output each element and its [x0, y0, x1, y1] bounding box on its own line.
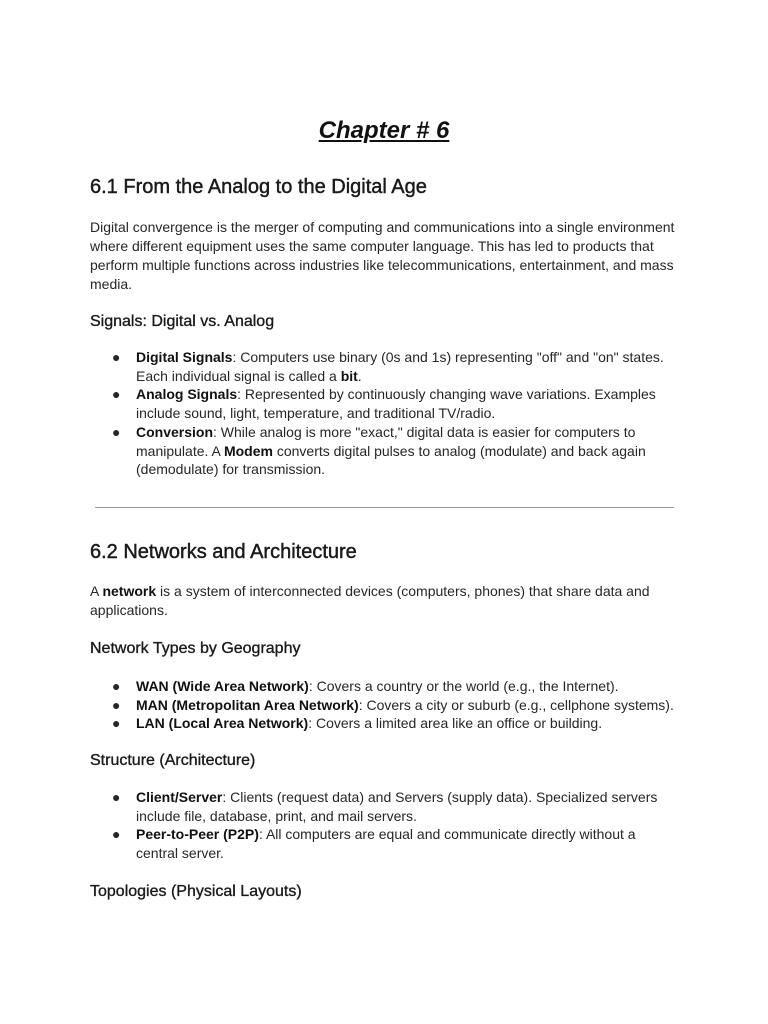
term: Analog Signals: [136, 386, 238, 403]
section-heading-6-2: 6.2 Networks and Architecture: [90, 541, 357, 563]
bullet-icon: ●: [112, 789, 121, 805]
bullet-icon: ●: [112, 423, 121, 440]
item-text: : All computers are equal and communicate directly without a central server.: [136, 826, 636, 862]
structure-subheading: Structure (Architecture): [90, 752, 256, 769]
item-text: : Covers a country or the world (e.g., the Internet).: [308, 678, 619, 694]
item-text: : Clients (request data) and Servers (supply data). Specialized servers include file, database, print, and mail servers.: [136, 789, 658, 824]
item-text: : While analog is more "exact," digital data is easier for computers to manipulate. A: [136, 423, 636, 459]
section-6-2: [90, 539, 680, 565]
term: network: [102, 583, 157, 599]
para-prefix: A: [90, 583, 103, 599]
network-types-list-wrap: [90, 677, 680, 733]
para-rest: is a system of interconnected devices (computers, phones) that share data and applications.: [90, 583, 650, 618]
item-text: .: [357, 367, 362, 384]
term: LAN (Local Area Network): [136, 715, 309, 732]
list-item: [90, 825, 680, 862]
topologies-subheading: Topologies (Physical Layouts): [90, 883, 302, 900]
term: bit: [340, 367, 358, 384]
chapter-title: Chapter # 6: [318, 117, 450, 144]
item-text: : Covers a limited area like an office or building.: [308, 715, 603, 732]
list-item: [90, 423, 680, 479]
item-text: : Computers use binary (0s and 1s) representing "off" and "on" states. Each individual signal is called a: [136, 349, 664, 384]
network-paragraph: [90, 582, 680, 620]
item-text: : Covers a city or suburb (e.g., cellphone systems).: [358, 696, 674, 713]
list-item: [90, 714, 680, 733]
item-text: : Represented by continuously changing wave variations. Examples include sound, light, temperature, and traditional TV/radio.: [136, 386, 656, 422]
structure-list: [90, 788, 680, 863]
signals-list-wrap: [90, 348, 680, 479]
item-text: converts digital pulses to analog (modulate) and back again (demodulate) for transmission.: [136, 442, 646, 478]
section-6-2-intro: [90, 582, 680, 620]
term: Client/Server: [136, 789, 223, 805]
bullet-icon: ●: [112, 349, 121, 365]
signals-list: [90, 348, 680, 479]
topologies-subsection: [90, 881, 680, 903]
network-types-list: [90, 677, 680, 733]
structure-list-wrap: [90, 788, 680, 863]
convergence-paragraph: Digital convergence is the merger of computing and communications into a single environment where different equipment uses the same computer language. This has led to products that perform multiple functions across industries like telecommunications, entertainment, and mass media.: [90, 219, 675, 292]
bullet-icon: ●: [112, 386, 121, 403]
list-item: [90, 696, 680, 715]
network-types-subsection: [90, 638, 680, 660]
bullet-icon: ●: [112, 715, 121, 732]
section-heading-6-1: 6.1 From the Analog to the Digital Age: [90, 176, 427, 198]
bullet-icon: ●: [112, 696, 121, 713]
list-item: [90, 677, 680, 696]
network-types-subheading: Network Types by Geography: [90, 640, 301, 657]
term: Digital Signals: [136, 349, 233, 365]
bullet-icon: ●: [112, 826, 121, 843]
signals-subheading: Signals: Digital vs. Analog: [90, 313, 275, 330]
term: Peer-to-Peer (P2P): [136, 826, 259, 843]
list-item: [90, 385, 680, 422]
term: MAN (Metropolitan Area Network): [136, 696, 359, 713]
term: Modem: [223, 442, 273, 459]
section-6-1: [90, 174, 680, 200]
bullet-icon: ●: [112, 678, 121, 694]
term: WAN (Wide Area Network): [136, 678, 309, 694]
list-item: [90, 348, 680, 385]
signals-subsection: [90, 311, 680, 333]
horizontal-divider: [95, 507, 674, 508]
structure-subsection: [90, 750, 680, 772]
section-6-1-intro: [90, 218, 680, 294]
term: Conversion: [136, 423, 214, 440]
list-item: [90, 788, 680, 825]
